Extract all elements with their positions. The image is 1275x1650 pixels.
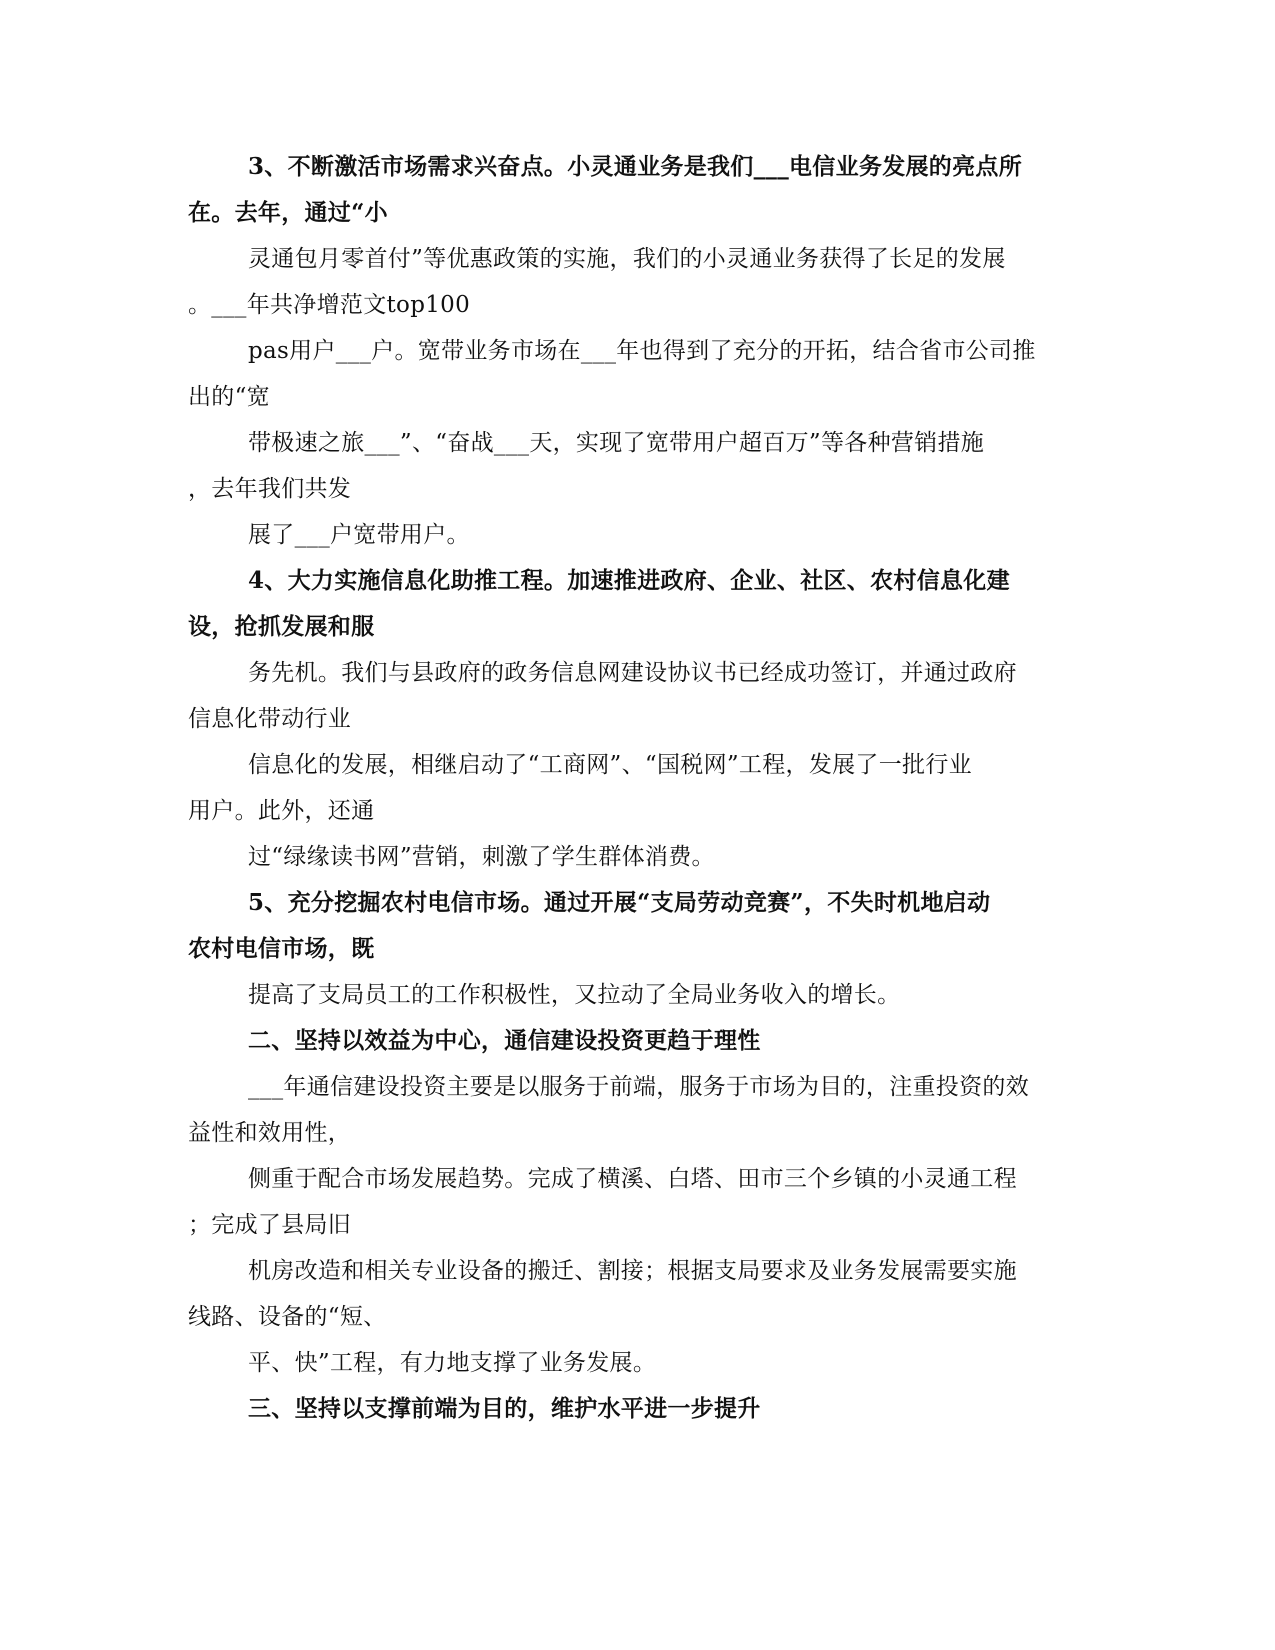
- section-heading-line: 在。去年，通过“小: [188, 199, 388, 226]
- text-line: 提高了支局员工的工作积极性，又拉动了全局业务收入的增长。: [248, 982, 901, 1008]
- text-line: 灵通包月零首付”等优惠政策的实施，我们的小灵通业务获得了长足的发展: [248, 246, 1006, 272]
- text-line: 过“绿缘读书网”营销，刺激了学生群体消费。: [248, 844, 715, 870]
- text-line: 线路、设备的“短、: [188, 1304, 387, 1330]
- text-line: ，去年我们共发: [188, 476, 352, 502]
- text-line: 机房改造和相关专业设备的搬迁、割接；根据支局要求及业务发展需要实施: [248, 1258, 1017, 1284]
- text-line: 平、快”工程，有力地支撑了业务发展。: [248, 1350, 657, 1376]
- section-heading-line: 农村电信市场，既: [188, 935, 375, 962]
- text-line: 带极速之旅___”、“奋战___天，实现了宽带用户超百万”等各种营销措施: [248, 430, 985, 456]
- section-heading-line: 二、坚持以效益为中心，通信建设投资更趋于理性: [248, 1027, 761, 1054]
- section-heading-line: 5、充分挖掘农村电信市场。通过开展“支局劳动竞赛”，不失时机地启动: [248, 889, 991, 916]
- text-line: 用户。此外，还通: [188, 798, 375, 824]
- section-heading-line: 三、坚持以支撑前端为目的，维护水平进一步提升: [248, 1395, 761, 1422]
- text-line: 出的“宽: [188, 384, 270, 410]
- section-heading-line: 4、大力实施信息化助推工程。加速推进政府、企业、社区、农村信息化建: [248, 567, 1010, 594]
- text-line: 信息化的发展，相继启动了“工商网”、“国税网”工程，发展了一批行业: [248, 752, 972, 778]
- section-heading-line: 3、不断激活市场需求兴奋点。小灵通业务是我们___电信业务发展的亮点所: [248, 153, 1023, 180]
- document-body: [188, 144, 1088, 1432]
- text-line: 展了___户宽带用户。: [248, 522, 470, 548]
- section-heading-line: 设，抢抓发展和服: [188, 613, 375, 640]
- text-line: 益性和效用性，: [188, 1120, 352, 1146]
- text-line: 。___年共净增范文top100: [188, 292, 471, 318]
- text-line: 侧重于配合市场发展趋势。完成了横溪、白塔、田市三个乡镇的小灵通工程: [248, 1166, 1017, 1192]
- text-line: ___年通信建设投资主要是以服务于前端，服务于市场为目的，注重投资的效: [248, 1074, 1029, 1100]
- text-line: ；完成了县局旧: [188, 1212, 352, 1238]
- text-line: pas用户___户。宽带业务市场在___年也得到了充分的开拓，结合省市公司推: [248, 338, 1036, 364]
- text-line: 信息化带动行业: [188, 706, 352, 732]
- text-line: 务先机。我们与县政府的政务信息网建设协议书已经成功签订，并通过政府: [248, 660, 1017, 686]
